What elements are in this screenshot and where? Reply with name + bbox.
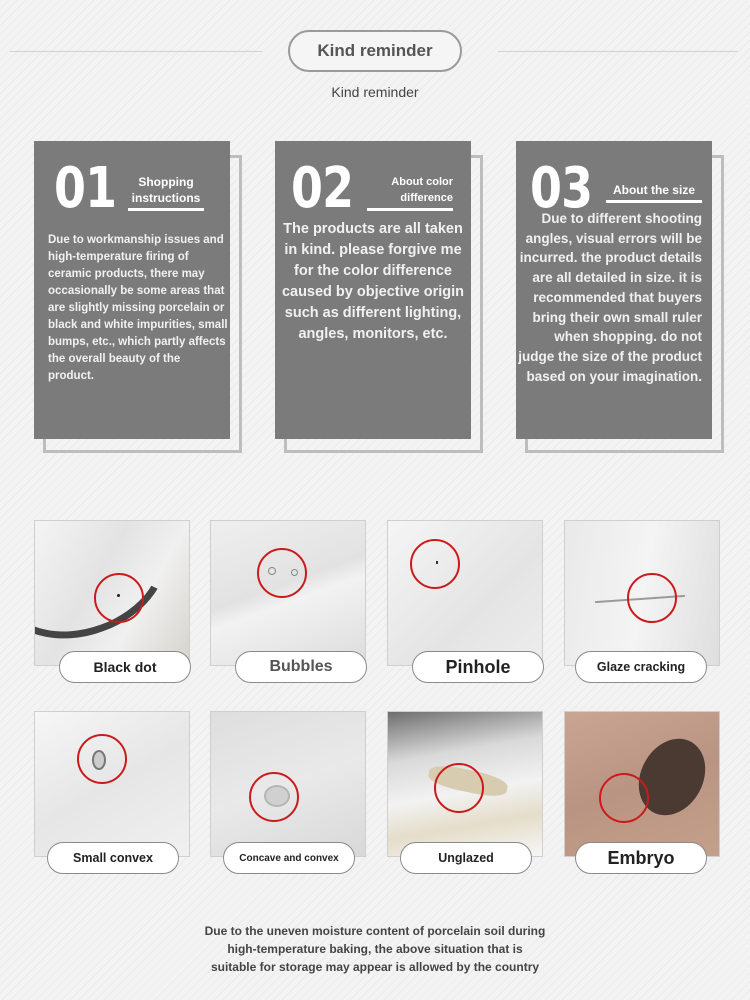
defect-label-small-convex: Small convex	[47, 842, 179, 874]
defect-marker-circle	[77, 734, 127, 784]
card-body	[275, 141, 471, 439]
defect-marker-circle	[627, 573, 677, 623]
defect-photo-unglazed	[388, 712, 542, 856]
defect-label-concave-and-convex: Concave and convex	[223, 842, 355, 874]
defect-photo-small-convex	[35, 712, 189, 856]
defect-photo-embryo	[565, 712, 719, 856]
defect-marker-circle	[257, 548, 307, 598]
footer-line-3: suitable for storage may appear is allowed by the country	[210, 960, 540, 974]
card-title	[606, 182, 702, 203]
defect-photo-concave-and-convex	[211, 712, 365, 856]
title-underline	[128, 208, 204, 211]
card-title-line2: difference	[400, 192, 453, 204]
card-title-line2: instructions	[131, 191, 201, 205]
card-title-line1: Shopping	[138, 175, 194, 189]
card-text: Due to different shooting angles, visual errors will be incurred. the product details are all detailed in size. it is recommended that buyers bring their own small ruler when shopping. do not judge the size of the product based on your imagination.	[518, 211, 702, 384]
card-body	[34, 141, 230, 439]
card-number: 02	[291, 156, 354, 221]
defect-label-black-dot: Black dot	[59, 651, 191, 683]
card-number: 01	[54, 156, 117, 221]
card-title	[367, 174, 453, 211]
card-text: Due to workmanship issues and high-temperature firing of ceramic products, there may occasionally be some areas that are slightly missing porcelain or black and white impurities, small bumps, etc., which partly affects the overall beauty of the product.	[48, 234, 228, 382]
defect-photo-bubbles	[211, 521, 365, 665]
defect-marker-circle	[249, 772, 299, 822]
page-subtitle: Kind reminder	[331, 84, 419, 100]
card-title-line1: About color	[391, 176, 453, 188]
defect-marker-circle	[599, 773, 649, 823]
card-number: 03	[530, 156, 593, 221]
defect-label-pinhole: Pinhole	[412, 651, 544, 683]
card-body	[516, 141, 712, 439]
defect-label-embryo: Embryo	[575, 842, 707, 874]
defect-marker-circle	[410, 539, 460, 589]
defect-photo-pinhole	[388, 521, 542, 665]
header-rule-left	[10, 51, 262, 52]
info-card-2	[275, 141, 483, 453]
defect-label-glaze-cracking: Glaze cracking	[575, 651, 707, 683]
kind-reminder-badge	[288, 30, 462, 72]
title-underline	[367, 208, 453, 211]
defect-label-bubbles: Bubbles	[235, 651, 367, 683]
defect-marker-circle	[434, 763, 484, 813]
defect-label-unglazed: Unglazed	[400, 842, 532, 874]
defect-photo-black-dot	[35, 521, 189, 665]
card-title	[128, 174, 204, 211]
defect-marker-circle	[94, 573, 144, 623]
header-rule-right	[498, 51, 738, 52]
footer-note	[0, 922, 750, 976]
card-title-line1: About the size	[612, 183, 695, 197]
badge-label: Kind reminder	[317, 41, 433, 60]
info-card-3	[516, 141, 724, 453]
defect-photo-glaze-cracking	[565, 521, 719, 665]
footer-line-1: Due to the uneven moisture content of porcelain soil during	[204, 924, 546, 938]
info-card-1	[34, 141, 242, 453]
title-underline	[606, 200, 702, 203]
card-text: The products are all taken in kind. please forgive me for the color difference caused by objective origin such as different lighting, angles, monitors, etc.	[281, 221, 465, 342]
footer-line-2: high-temperature baking, the above situation that is	[227, 942, 523, 956]
